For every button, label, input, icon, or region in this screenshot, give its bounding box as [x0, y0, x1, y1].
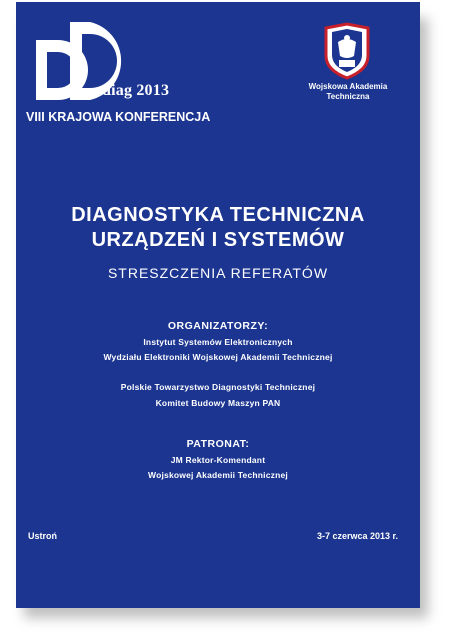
organizers-heading: ORGANIZATORZY:: [167, 320, 269, 332]
patronage-heading: PATRONAT:: [186, 438, 250, 450]
place: Ustroń: [28, 531, 57, 541]
wat-crest-icon: [322, 22, 372, 80]
patronage-line: JM Rektor-Komendant: [170, 455, 266, 465]
book-cover: [16, 2, 420, 608]
organizer-line: Komitet Budowy Maszyn PAN: [155, 398, 281, 408]
organizer-line: Wydziału Elektroniki Wojskowej Akademii Technicznej: [103, 352, 333, 362]
title-line1: DIAGNOSTYKA TECHNICZNA: [71, 204, 365, 226]
diag-2013-label: diag 2013: [102, 82, 170, 99]
subtitle: STRESZCZENIA REFERATÓW: [107, 265, 329, 281]
patronage-line: Wojskowej Akademii Technicznej: [148, 470, 288, 480]
dates: 3-7 czerwca 2013 r.: [316, 531, 398, 541]
wat-name-line2: Techniczna: [326, 92, 370, 101]
wat-name: [292, 82, 404, 102]
title-line2: URZĄDZEŃ I SYSTEMÓW: [91, 229, 345, 251]
organizer-line: Polskie Towarzystwo Diagnostyki Technicznej: [120, 382, 316, 392]
organizer-line: Instytut Systemów Elektronicznych: [143, 337, 293, 347]
conference-line: VIII KRAJOWA KONFERENCJA: [26, 110, 211, 124]
wat-name-line1: Wojskowa Akademia: [308, 82, 388, 91]
